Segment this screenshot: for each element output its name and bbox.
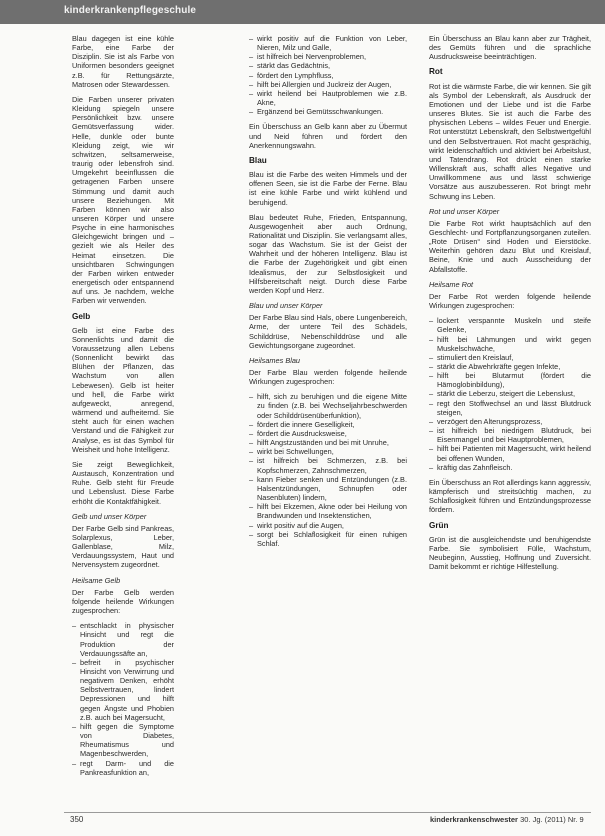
section-title: kinderkrankenpflegeschule (64, 5, 196, 16)
paragraph: Gelb ist eine Farbe des Sonnenlichts und damit die Voraussetzung allen Lebens (Sonnenlicht bewirkt das Blühen der Pflanzen, das Wachstum von allen Lebewesen). Gelb ist heiter und hell, die Farbe wirkt aufgeweckt, anregend, wärmend und aufheiternd. Sie steht auch für einen wachen Verstand und die Fähigkeit zur Analyse, es ist das Symbol für Weisheit und hohe Intelligenz. (72, 325, 174, 454)
list-item: – ist hilfreich bei Schmerzen, z.B. bei Kopfschmerzen, Zahnschmerzen, (249, 456, 407, 474)
paragraph: Grün ist die ausgleichendste und beruhigendste Farbe. Sie symbolisiert Fülle, Wachstum, Neubeginn, Ausstieg, Hoffnung und Zuversicht. Damit bekommt er richtige Hilfestellung. (429, 534, 591, 572)
list-item: – ist hilfreich bei niedrigem Blutdruck, bei Eisenmangel und bei Hauptproblemen, (429, 426, 591, 444)
list-item: – befreit in psychischer Hinsicht von Verwirrung und negativem Denken, erhöht Selbstvertrauen, lindert Depressionen und hilft gegen Ängste und Phobien z.B. auch bei Magersucht, (72, 658, 174, 722)
bullet-list (429, 316, 591, 472)
list-item: – hilft Angstzuständen und bei mit Unruhe, (249, 438, 407, 447)
paragraph: Ein Überschuss an Gelb kann aber zu Übermut und Neid führen und fördert den Anerkennungswahn. (249, 122, 407, 150)
section-heading: Gelb (72, 311, 91, 321)
section-heading: Grün (429, 520, 449, 530)
list-item: – stimuliert den Kreislauf, (429, 353, 591, 362)
list-item: – hilft bei Allergien und Juckreiz der Augen, (249, 80, 407, 89)
list-item: – kräftig das Zahnfleisch. (429, 463, 591, 472)
bullet-list (249, 34, 407, 116)
list-item: – wirkt positiv auf die Funktion von Leber, Nieren, Milz und Galle, (249, 34, 407, 52)
paragraph: Blau ist die Farbe des weiten Himmels und der offenen Seen, sie ist die Farbe der Ferne. Blau ist eine kühle Farbe und wirkt kühlend und beruhigend. (249, 170, 407, 207)
subsection-heading: Blau und unser Körper (249, 301, 323, 311)
paragraph: Der Farbe Rot werden folgende heilende Wirkungen zugesprochen: (429, 291, 591, 311)
paragraph: Ein Überschuss an Blau kann aber zur Trägheit, des Gemüts führen und die sprachliche Ausdrucksweise beeinträchtigen. (429, 34, 591, 62)
list-item: – kann Fieber senken und Entzündungen (z.B. Halsentzündungen, Schnupfen oder Nasenbluten) lindern, (249, 475, 407, 502)
list-item: – hilft bei Patienten mit Magersucht, wirkt heilend bei offenen Wunden, (429, 444, 591, 462)
page-number: 350 (70, 815, 84, 824)
subsection-heading: Heilsame Rot (429, 279, 474, 289)
text-column-2 (249, 34, 407, 554)
list-item: – fördert den Lymphfluss, (249, 71, 407, 80)
subsection-heading: Gelb und unser Körper (72, 511, 147, 521)
list-item: – stärkt die Leberzu, steigert die Lebenslust, (429, 389, 591, 398)
list-item: – Ergänzend bei Gemütsschwankungen. (249, 107, 407, 116)
paragraph: Ein Überschuss an Rot allerdings kann aggressiv, kämpferisch und streitsüchtig machen, zu Schlaflosigkeit führen und Entzündungsprozesse fördern. (429, 477, 591, 515)
list-item: – wirkt positiv auf die Augen, (249, 521, 407, 530)
list-item: – stärkt das Gedächtnis, (249, 61, 407, 70)
list-item: – regt den Stoffwechsel an und lässt Blutdruck steigen, (429, 399, 591, 417)
journal-name: kinderkrankenschwester (430, 815, 518, 824)
footer-divider (64, 812, 591, 813)
paragraph: Der Farbe Blau werden folgende heilende Wirkungen zugesprochen: (249, 368, 407, 387)
text-column-1 (72, 34, 174, 783)
list-item: – ist hilfreich bei Nervenproblemen, (249, 52, 407, 61)
list-item: – lockert verspannte Muskeln und steife Gelenke, (429, 316, 591, 334)
section-heading: Rot (429, 67, 443, 77)
bullet-list (72, 621, 174, 777)
paragraph: Die Farben unserer privaten Kleidung spiegeln unsere Persönlichkeit bzw. unsere Gemütsverfassung wider. Helle, dunkle oder bunte Kleidung zeigt, wie wir schwitzen, seltsamerweise, traurig oder lebensfroh sind. Umgekehrt beeinflussen die getragenen Farben unsere Stimmung und damit auch unsere Beziehungen. Mit Farben können wir also unseren Körper und unsere Psyche in eine harmonisches Gleichgewicht bringen und – gezielt wie als Heiler des Heimat einsetzen. Die unsichtbaren Schwingungen der Farben wirken entweder energetisch oder entspannend auf uns. Je nachdem, welche Farben wir verwenden. (72, 94, 174, 306)
list-item: – verzögert den Alterungsprozess, (429, 417, 591, 426)
paragraph: Der Farbe Gelb werden folgende heilende Wirkungen zugesprochen: (72, 587, 174, 616)
subsection-heading: Rot und unser Körper (429, 206, 500, 216)
list-item: – hilft, sich zu beruhigen und die eigene Mitte zu finden (z.B. bei Wechseljahrbeschwerden oder Schilddrüsenüberfunktion), (249, 392, 407, 419)
list-item: – sorgt bei Schlaflosigkeit für einen ruhigen Schlaf. (249, 530, 407, 548)
paragraph: Die Farbe Rot wirkt hauptsächlich auf den Geschlecht- und Fortpflanzungsorganen zuteilen. „Rote Drüsen“ sind Hoden und Eierstöcke. Weiterhin gehören dazu Blut und Kreislauf, Beine, Knie und auch Ausscheidung der Abfallstoffe. (429, 218, 591, 274)
paragraph: Sie zeigt Beweglichkeit, Austausch, Konzentration und Ruhe. Gelb steht für Freude und Lebenslust. Diese Farbe erhöht die Kontaktfähigkeit. (72, 459, 174, 506)
list-item: – wirkt heilend bei Hautproblemen wie z.B. Akne, (249, 89, 407, 107)
list-item: – hilft bei Ekzemen, Akne oder bei Heilung von Brandwunden und Insektenstichen, (249, 502, 407, 520)
footer-brand (430, 815, 584, 824)
journal-issue: 30. Jg. (2011) Nr. 9 (520, 815, 584, 824)
paragraph: Blau bedeutet Ruhe, Frieden, Entspannung, Ausgewogenheit aber auch Ordnung, Rationalität und Disziplin. Sie verlangsamt alles, sogar das Wachstum. Sie ist der Geist der Wahrheit und der höheren Intelligenz. Blau ist die Farbe der Zugehörigkeit und gibt einen Idealismus, der zur Selbstlosigkeit und Hilfsbereitschaft neigt. Durch diese Farbe werden Kopf und Herz. (249, 212, 407, 295)
paragraph: Der Farbe Blau sind Hals, obere Lungenbereich, Arme, der untere Teil des Schädels, Schilddrüse, Nebenschilddrüse und alle Gewichtungsorgane zugeordnet. (249, 313, 407, 350)
list-item: – hilft bei Blutarmut (fördert die Hämoglobinbildung), (429, 371, 591, 389)
subsection-heading: Heilsame Gelb (72, 575, 121, 585)
list-item: – hilft gegen die Symptome von Diabetes, Rheumatismus und Magenbeschwerden, (72, 722, 174, 759)
paragraph: Rot ist die wärmste Farbe, die wir kennen. Sie gilt als Symbol der Lebenskraft, als Ausdruck der Emotionen und der Liebe und ist die Farbe unseres Blutes. Sie ist auch die Farbe des physischen Lebens – wildes Feuer und Energie. Rot unterstützt Lebenskraft, den Selbstwertgefühl und den Selbstvertrauen. Rot macht gesprächig, wirkt leidenschaftlich und aktiviert bei Arbeitslust, und Tatendrang. Rot drückt einen starke Willenskraft aus, schafft alles Negative und Unwillkommene aus und lässt schwierige Vorsätze aus auszubesseren. Rot bringt mehr Schwung ins Leben. (429, 81, 591, 201)
list-item: – regt Darm- und die Pankreasfunktion an, (72, 759, 174, 777)
paragraph: Der Farbe Gelb sind Pankreas, Solarplexus, Leber, Gallenblase, Milz, Verdauungssystem, Haut und Nervensystem zugeordnet. (72, 523, 174, 570)
list-item: – entschlackt in physischer Hinsicht und regt die Produktion der Verdauungssäfte an, (72, 621, 174, 658)
list-item: – stärkt die Abwehrkräfte gegen Infekte, (429, 362, 591, 371)
text-column-3 (429, 34, 591, 577)
subsection-heading: Heilsames Blau (249, 355, 301, 365)
list-item: – wirkt bei Schwellungen, (249, 447, 407, 456)
list-item: – fördert die innere Geselligkeit, (249, 420, 407, 429)
list-item: – fördert die Ausdrucksweise, (249, 429, 407, 438)
section-heading: Blau (249, 155, 267, 165)
paragraph: Blau dagegen ist eine kühle Farbe, eine Farbe der Disziplin. Sie ist als Farbe von Uniformen besonders geeignet z.B. für Rettungsärzte, Matrosen oder Stewardessen. (72, 34, 174, 89)
list-item: – hilft bei Lähmungen und wirkt gegen Muskelschwäche, (429, 335, 591, 353)
running-header (0, 0, 605, 24)
bullet-list (249, 392, 407, 548)
